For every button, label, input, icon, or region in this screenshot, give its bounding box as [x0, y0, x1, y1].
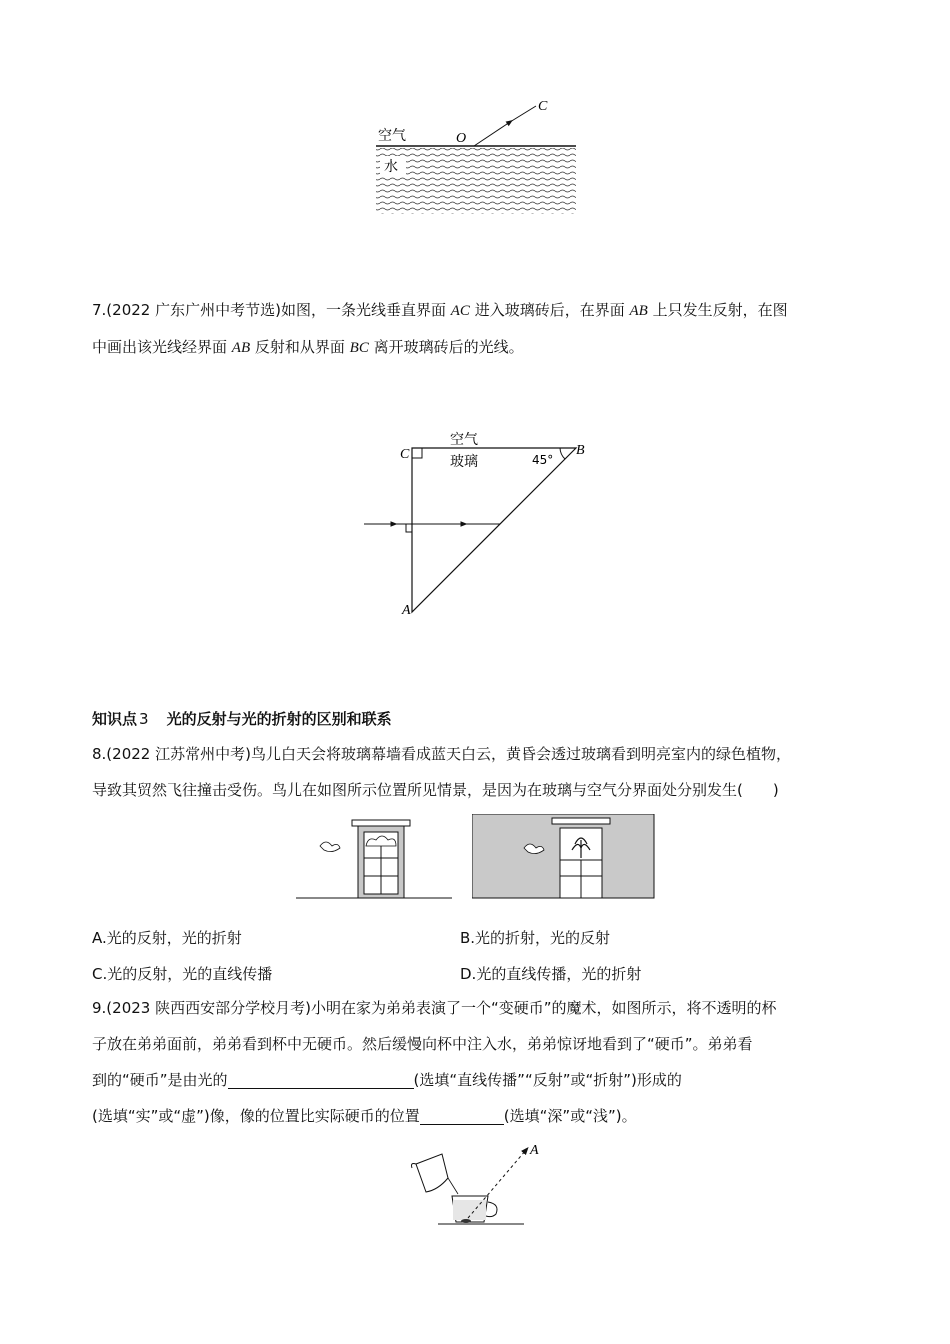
section-heading: 知识点 3 光的反射与光的折射的区别和联系	[92, 710, 392, 728]
question-7: 7.(2022 广东广州中考节选)如图，一条光线垂直界面 AC 进入玻璃砖后，在界面 AB 上只发生反射，在图 中画出该光线经界面 AB 反射和从界面 BC 离开玻璃砖后的光线。	[92, 301, 788, 356]
prism-glass-label: 玻璃	[450, 454, 478, 470]
q8-option-a[interactable]: A.光的反射，光的折射	[92, 929, 242, 947]
right-angle-mark-entry	[406, 524, 412, 532]
point-a-label: A	[402, 603, 411, 618]
bird-window-day-figure	[296, 818, 454, 902]
bird-window-dusk-figure	[472, 814, 656, 900]
prism-air-label: 空气	[450, 432, 478, 448]
air-water-figure	[370, 92, 580, 218]
answer-blank-1[interactable]	[228, 1070, 414, 1089]
q8-option-d[interactable]: D.光的直线传播，光的折射	[460, 965, 642, 983]
cup-coin-figure	[408, 1138, 548, 1230]
answer-blank-2[interactable]	[420, 1106, 504, 1125]
glass-prism	[412, 448, 576, 612]
question-9: 9.(2023 陕西西安部分学校月考)小明在家为弟弟表演了一个“变硬币”的魔术，如图所示，将不透明的杯 子放在弟弟面前，弟弟看到杯中无硬币。然后缓慢向杯中注入水，弟弟惊讶地看到了“硬币”。弟弟看 到的“硬币”是由光的 (选填“直线传播”“反射”或“折射”)形成的 (选填“实”或“虚”)像，像的位置比实际硬币的位置 (选填“深”或“浅”)。	[92, 999, 777, 1125]
glass-prism-figure	[360, 426, 600, 622]
q8-option-c[interactable]: C.光的反射，光的直线传播	[92, 965, 273, 983]
right-angle-mark-c	[412, 448, 422, 458]
point-c-label: C	[538, 99, 548, 114]
light-ray-oc	[474, 122, 510, 146]
point-o-label: O	[456, 131, 467, 146]
q7-source: 7.(2022 广东广州中考节选)	[92, 301, 281, 319]
pouring-jug	[416, 1154, 448, 1192]
air-label: 空气	[378, 128, 406, 144]
water-label: 水	[384, 159, 398, 175]
bird-icon	[320, 842, 340, 852]
angle-arc-b	[560, 448, 565, 459]
point-c-label: C	[400, 447, 410, 462]
question-8: 8.(2022 江苏常州中考)鸟儿白天会将玻璃幕墙看成蓝天白云，黄昏会透过玻璃看到明亮室内的绿色植物， 导致其贸然飞往撞击受伤。鸟儿在如图所示位置所见情景，是因为在玻璃与空气分界面处分别发生( )	[92, 745, 791, 799]
point-a-label: A	[530, 1143, 539, 1158]
coin	[461, 1219, 471, 1223]
q8-option-b[interactable]: B.光的折射，光的反射	[460, 929, 611, 947]
point-b-label: B	[576, 443, 585, 458]
angle-label: 45°	[532, 453, 554, 467]
